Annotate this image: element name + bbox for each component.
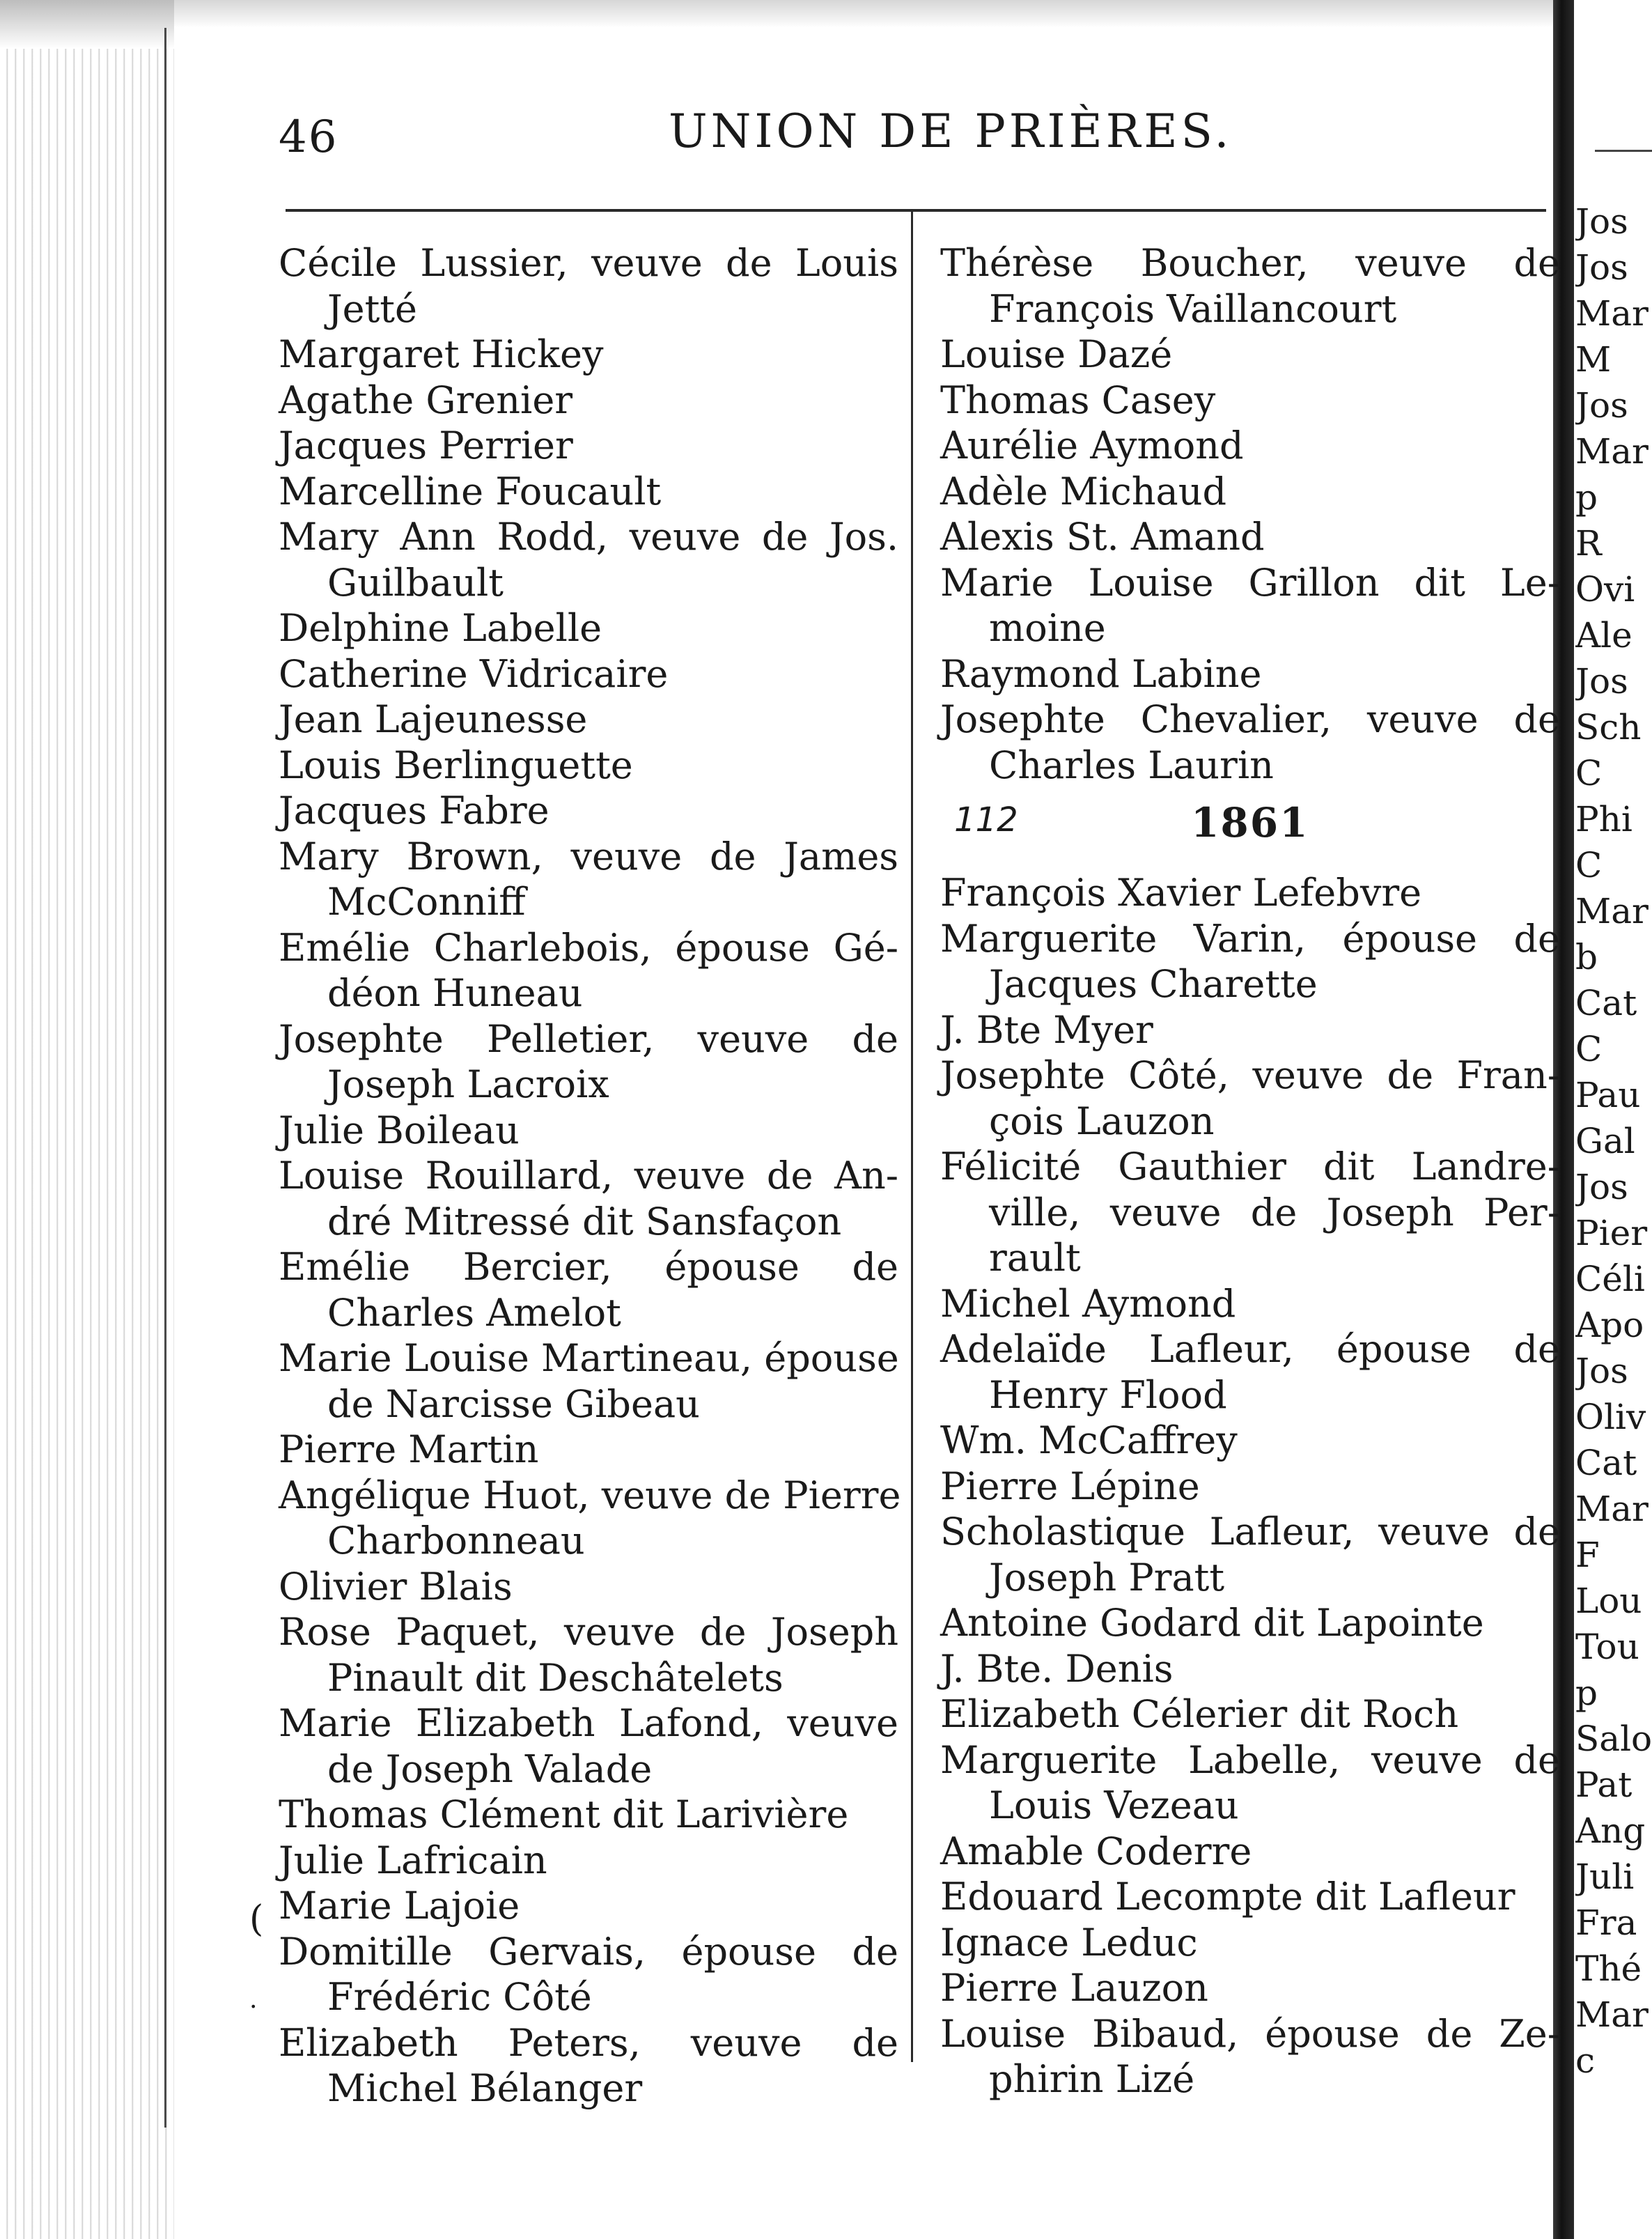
facing-fragment: Sch [1575,707,1642,747]
facing-fragment: Salo [1575,1719,1652,1759]
entry-line: Amable Coderre [940,1829,1252,1873]
facing-fragment: R [1575,523,1602,564]
entry-line: Delphine Labelle [279,606,602,650]
name-entry [279,469,898,515]
handwritten-note: 112 [954,800,1018,839]
facing-fragment: Ang [1575,1811,1646,1851]
facing-fragment: Lou [1575,1581,1642,1621]
name-entry [940,651,1560,697]
entry-line: Louis Berlinguette [279,743,633,787]
entry-continuation: déon Huneau [327,971,583,1015]
facing-fragment: Tou [1575,1627,1639,1667]
entry-line: Marcelline Foucault [279,469,662,513]
entry-continuation: François Vaillancourt [989,286,1397,331]
entry-continuation: Frédéric Côté [327,1975,592,2019]
entry-continuation: çois Lauzon [989,1099,1215,1143]
name-entry [279,514,898,605]
entry-line: Pierre Martin [279,1427,539,1471]
entry-line: Angélique Huot, veuve de Pierre [279,1473,901,1517]
page-number: 46 [279,111,338,163]
entry-line: Louise Dazé [940,332,1173,376]
header-rule [286,209,1546,212]
entry-continuation: moine [989,606,1106,650]
facing-fragment: c [1575,2040,1596,2081]
facing-fragment: Jos [1575,385,1628,426]
name-entry [940,378,1560,424]
name-entry [279,605,898,651]
entry-continuation: Charles Amelot [327,1290,621,1335]
entry-line: Scholastique Lafleur, veuve de [940,1510,1560,1554]
entry-line: Edouard Lecompte dit Lafleur [940,1875,1515,1919]
entry-line: Louise Rouillard, veuve de An- [279,1154,898,1198]
entry-continuation: ville, veuve de Joseph Per- [989,1190,1560,1234]
name-entry [279,1792,898,1838]
name-entry [940,1326,1560,1418]
entry-line: Cécile Lussier, veuve de Louis [279,241,898,285]
facing-fragment: Mar [1575,431,1649,472]
entry-line: Thérèse Boucher, veuve de [940,241,1560,285]
name-entry [279,1564,898,1610]
name-entry [940,240,1560,332]
entry-line: Aurélie Aymond [940,424,1244,467]
entry-line: Thomas Clément dit Larivière [279,1792,849,1836]
entry-line: Wm. McCaffrey [940,1418,1238,1462]
facing-fragment: Pat [1575,1765,1632,1805]
name-entry [940,2011,1560,2102]
name-entry [940,916,1560,1007]
name-entry [940,1418,1560,1464]
entry-line: Julie Lafricain [279,1838,547,1882]
entry-line: Raymond Labine [940,651,1262,696]
facing-fragment: Cat [1575,983,1637,1023]
year-heading-row [940,793,1560,870]
name-entry [279,1700,898,1792]
entry-continuation: Louis Vezeau [989,1783,1239,1827]
name-entry [279,743,898,789]
entry-line: Margaret Hickey [279,332,604,376]
facing-fragment: F [1575,1535,1600,1575]
entry-line: Josephte Pelletier, veuve de [279,1016,898,1061]
facing-fragment: Jos [1575,661,1628,702]
entry-line: Olivier Blais [279,1564,513,1609]
name-entry [279,1838,898,1884]
name-entry [279,651,898,697]
name-entry [279,1883,898,1929]
name-entry [940,697,1560,788]
facing-fragment: Pier [1575,1213,1648,1253]
name-entry [279,1473,901,1564]
name-entry [940,1053,1560,1144]
entry-line: Josephte Chevalier, veuve de [940,697,1560,741]
entry-continuation: Joseph Pratt [989,1555,1225,1599]
entry-line: François Xavier Lefebvre [940,871,1422,915]
margin-mark: ( [249,1898,264,1940]
book-page-edges [0,0,174,2239]
right-column [940,240,1560,2102]
name-entry [279,834,898,925]
entry-continuation: de Joseph Valade [327,1746,653,1791]
facing-fragment: Mar [1575,293,1649,334]
entry-line: Antoine Godard dit Lapointe [940,1601,1484,1645]
entry-line: Marie Louise Martineau, épouse [279,1336,899,1380]
facing-fragment: Fra [1575,1903,1637,1943]
entry-line: Mary Brown, veuve de James [279,834,898,878]
name-entry [279,697,898,743]
facing-fragment: Oliv [1575,1397,1646,1437]
entry-line: Jacques Fabre [279,789,550,832]
entry-line: Félicité Gauthier dit Landre- [940,1145,1560,1188]
entry-line: Julie Boileau [279,1108,520,1152]
name-entry [279,1427,898,1473]
entry-line: Jacques Perrier [279,424,573,467]
entry-continuation: Jacques Charette [989,962,1318,1006]
name-entry [940,423,1560,469]
page-header [279,104,1532,167]
entry-line: Mary Ann Rodd, veuve de Jos. [279,515,898,559]
entry-line: Jean Lajeunesse [279,697,588,741]
entry-line: Michel Aymond [940,1281,1236,1326]
entry-line: Marie Lajoie [279,1884,520,1928]
entry-line: Josephte Côté, veuve de Fran- [940,1053,1560,1097]
name-entry [279,1609,898,1700]
entry-line: Adèle Michaud [940,469,1227,513]
facing-fragment: Juli [1575,1857,1635,1897]
entry-continuation: Guilbault [327,560,504,605]
name-entry [940,1965,1560,2011]
entry-continuation: Joseph Lacroix [327,1062,609,1106]
name-entry [279,1153,898,1244]
name-entry [940,1007,1560,1053]
facing-fragment: p [1575,1673,1598,1713]
name-entry [940,1464,1560,1510]
facing-fragment: Gal [1575,1121,1635,1161]
edge-shadow [0,0,174,49]
entry-line: Emélie Bercier, épouse de [279,1245,898,1289]
facing-fragment: Mar [1575,1489,1649,1529]
entry-line: Marguerite Labelle, veuve de [940,1737,1560,1782]
entry-continuation: Jetté [327,286,417,331]
facing-page-fragments [1575,199,1652,2084]
facing-fragment: Jos [1575,1351,1628,1391]
facing-fragment: C [1575,753,1603,793]
name-entry [279,1108,898,1154]
year-heading: 1861 [1191,799,1309,846]
facing-fragment: C [1575,845,1603,885]
entry-line: Pierre Lépine [940,1464,1200,1508]
name-entry [279,378,898,424]
facing-fragment: Phi [1575,799,1632,839]
entry-line: Ignace Leduc [940,1920,1198,1965]
entry-line: Alexis St. Amand [940,515,1265,559]
entry-continuation: de Narcisse Gibeau [327,1381,700,1426]
name-entry [940,332,1560,378]
right-column-entries-before [940,240,1560,788]
name-entry [940,1691,1560,1737]
entry-line: Marguerite Varin, épouse de [940,916,1560,961]
name-entry [940,1737,1560,1829]
name-entry [279,1335,898,1427]
column-divider [911,209,913,2062]
entry-line: J. Bte. Denis [940,1646,1174,1691]
name-entry [940,1646,1560,1692]
facing-fragment: Mar [1575,1994,1649,2035]
name-entry [279,240,898,332]
facing-fragment: Cat [1575,1443,1637,1483]
entry-line: Thomas Casey [940,378,1216,422]
name-entry [940,560,1560,651]
entry-line: Elizabeth Célerier dit Roch [940,1692,1459,1736]
top-shadow [174,0,1560,28]
entry-continuation: Charbonneau [327,1519,585,1563]
name-entry [940,1874,1560,1920]
entry-continuation: Michel Bélanger [327,2066,643,2110]
facing-fragment: Ale [1575,615,1632,656]
name-entry [940,1144,1560,1281]
name-entry [940,1829,1560,1875]
facing-fragment: Céli [1575,1259,1645,1299]
name-entry [279,925,898,1016]
entry-continuation: McConniff [327,880,526,924]
entry-line: Marie Louise Grillon dit Le- [940,560,1560,605]
entry-line: Catherine Vidricaire [279,651,669,696]
entry-line: Emélie Charlebois, épouse Gé- [279,925,898,970]
entry-line: J. Bte Myer [940,1007,1153,1052]
margin-mark: . [249,1985,258,2014]
name-entry [940,1509,1560,1600]
entry-line: Agathe Grenier [279,378,573,422]
name-entry [940,870,1560,916]
name-entry [940,469,1560,515]
entry-continuation: rault [989,1236,1081,1280]
facing-fragment: Jos [1575,1167,1628,1207]
left-column [279,240,901,2112]
facing-fragment: Apo [1575,1305,1644,1345]
entry-line: Domitille Gervais, épouse de [279,1929,898,1974]
facing-fragment: M [1575,339,1612,380]
entry-continuation: dré Mitressé dit Sansfaçon [327,1199,842,1244]
entry-line: Elizabeth Peters, veuve de [279,2020,898,2065]
entry-line: Louise Bibaud, épouse de Ze- [940,2011,1560,2056]
name-entry [940,1920,1560,1966]
facing-fragment: Ovi [1575,569,1635,610]
entry-line: Marie Elizabeth Lafond, veuve [279,1701,898,1745]
facing-fragment: Jos [1575,201,1628,242]
running-title: UNION DE PRIÈRES. [669,104,1233,158]
name-entry [940,1281,1560,1327]
entry-line: Pierre Lauzon [940,1966,1208,2010]
entry-line: Rose Paquet, veuve de Joseph [279,1610,898,1654]
name-entry [279,332,898,378]
entry-line: Adelaïde Lafleur, épouse de [940,1327,1560,1371]
page-edge-line [164,28,166,2128]
facing-fragment: b [1575,937,1598,977]
facing-page-rule [1595,150,1652,152]
facing-fragment: Thé [1575,1949,1642,1989]
facing-fragment: C [1575,1029,1603,1069]
name-entry [279,423,898,469]
facing-fragment: Jos [1575,247,1628,288]
name-entry [279,1929,898,2020]
name-entry [279,1244,898,1335]
name-entry [279,1016,898,1108]
facing-fragment: Mar [1575,891,1649,931]
right-column-entries-after [940,870,1560,2102]
name-entry [279,788,898,834]
entry-continuation: Henry Flood [989,1372,1227,1417]
facing-fragment: Pau [1575,1075,1641,1115]
entry-continuation: phirin Lizé [989,2057,1195,2101]
name-entry [940,514,1560,560]
name-entry [940,1600,1560,1646]
name-entry [279,2020,898,2112]
entry-continuation: Charles Laurin [989,743,1274,787]
entry-continuation: Pinault dit Deschâtelets [327,1655,784,1700]
facing-fragment: p [1575,477,1598,518]
